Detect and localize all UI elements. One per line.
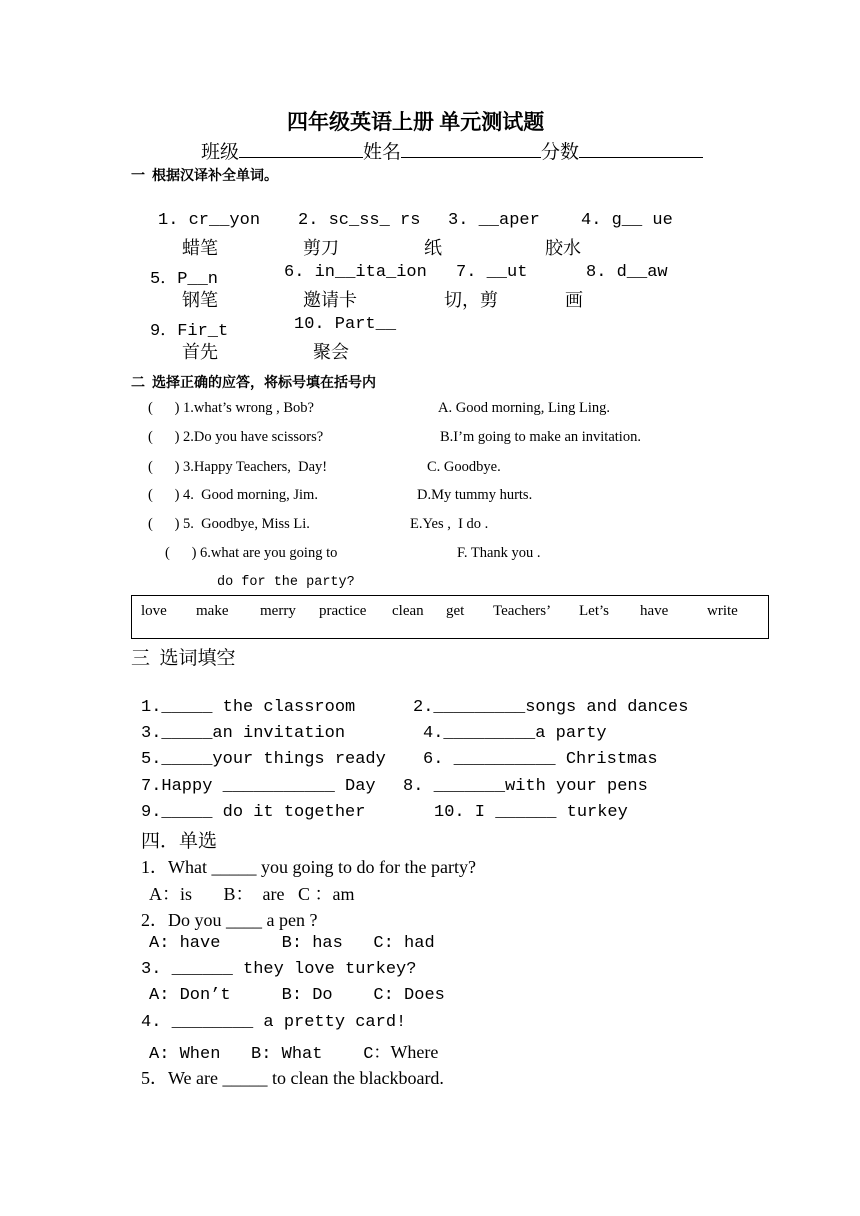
mc-question: 1．What _____ you going to do for the party?	[141, 857, 476, 877]
mc-question: 4. ________ a pretty card!	[141, 1013, 407, 1032]
word-meaning: 聚会	[313, 342, 349, 362]
word-bank-item: practice	[319, 603, 367, 619]
score-blank[interactable]	[579, 143, 703, 158]
word-bank-item: love	[141, 603, 167, 619]
word-bank-item: make	[196, 603, 229, 619]
mc-options: A: Don’t B: Do C: Does	[149, 986, 445, 1005]
word-item: 1. cr__yon	[158, 211, 261, 230]
class-label: 班级	[201, 142, 240, 163]
word-bank-item: merry	[260, 603, 296, 619]
word-item: 5．P__n	[150, 270, 219, 289]
fill-item: 4._________a party	[423, 724, 607, 743]
word-meaning: 蜡笔	[182, 238, 218, 258]
word-bank-item: have	[640, 603, 669, 619]
match-answer: C. Goodbye.	[427, 459, 501, 475]
mc-question: 5．We are _____ to clean the blackboard.	[141, 1068, 444, 1088]
match-question: ( ) 4. Good morning, Jim.	[148, 487, 318, 503]
word-item: 2. sc_ss_ rs	[298, 211, 421, 230]
fill-item: 7.Happy ___________ Day	[141, 777, 376, 796]
mc-options-text: A: When B: What C：	[149, 1045, 391, 1064]
word-item: 4. g__ ue	[581, 211, 673, 230]
word-item: 3. __aper	[448, 211, 540, 230]
fill-item: 3._____an invitation	[141, 724, 346, 743]
name-label: 姓名	[363, 142, 402, 163]
mc-options: A: have B: has C: had	[149, 934, 435, 953]
score-label: 分数	[541, 142, 580, 163]
fill-item: 5._____your things ready	[141, 750, 386, 769]
class-blank[interactable]	[239, 143, 363, 158]
word-meaning: 邀请卡	[303, 290, 357, 310]
mc-question: 2．Do you ____ a pen ?	[141, 910, 318, 930]
word-meaning: 首先	[182, 342, 218, 362]
word-bank-item: Teachers’	[493, 603, 552, 619]
mc-option-where: Where	[390, 1042, 439, 1062]
section4-heading: 四．单选	[141, 831, 218, 852]
word-meaning: 切，剪	[444, 290, 498, 310]
fill-item: 1._____ the classroom	[141, 698, 356, 717]
match-question: ( ) 5. Goodbye, Miss Li.	[148, 516, 310, 532]
mc-question: 3. ______ they love turkey?	[141, 960, 417, 979]
match-answer: B.I’m going to make an invitation.	[440, 429, 641, 445]
word-meaning: 胶水	[545, 238, 581, 258]
match-question-cont: do for the party?	[217, 575, 355, 590]
match-question: ( ) 1.what’s wrong , Bob?	[148, 400, 314, 416]
word-bank-item: get	[446, 603, 465, 619]
word-item: 7. __ut	[456, 263, 528, 282]
match-question: ( ) 6.what are you going to	[165, 545, 338, 561]
word-meaning: 纸	[424, 238, 442, 258]
page-title: 四年级英语上册 单元测试题	[287, 110, 545, 134]
section2-heading: 二 选择正确的应答，将标号填在括号内	[131, 376, 376, 391]
fill-item: 10. I ______ turkey	[434, 803, 628, 822]
word-meaning: 钢笔	[182, 290, 218, 310]
fill-item: 2._________songs and dances	[413, 698, 689, 717]
word-item: 6. in__ita_ion	[284, 263, 427, 282]
mc-options: A：is B： are C ：am	[149, 884, 355, 904]
word-item: 8. d__aw	[586, 263, 668, 282]
match-answer: F. Thank you .	[457, 545, 541, 561]
word-bank-item: clean	[392, 603, 424, 619]
match-answer: D.My tummy hurts.	[417, 487, 533, 503]
word-bank-item: Let’s	[579, 603, 609, 619]
word-item: 9．Fir_t	[150, 322, 229, 341]
mc-options	[149, 1038, 438, 1064]
info-line	[201, 137, 703, 164]
fill-item: 6. __________ Christmas	[423, 750, 658, 769]
word-bank-item: write	[707, 603, 738, 619]
word-item: 10. Part__	[294, 315, 397, 334]
section1-heading: 一 根据汉译补全单词。	[131, 169, 278, 184]
fill-item: 8. _______with your pens	[403, 777, 648, 796]
section3-heading: 三 选词填空	[131, 648, 236, 669]
word-meaning: 画	[565, 290, 583, 310]
match-question: ( ) 3.Happy Teachers, Day!	[148, 459, 328, 475]
match-answer: A. Good morning, Ling Ling.	[438, 400, 610, 416]
fill-item: 9._____ do it together	[141, 803, 366, 822]
word-meaning: 剪刀	[303, 238, 339, 258]
name-blank[interactable]	[401, 143, 541, 158]
match-answer: E.Yes , I do .	[410, 516, 489, 532]
match-question: ( ) 2.Do you have scissors?	[148, 429, 324, 445]
